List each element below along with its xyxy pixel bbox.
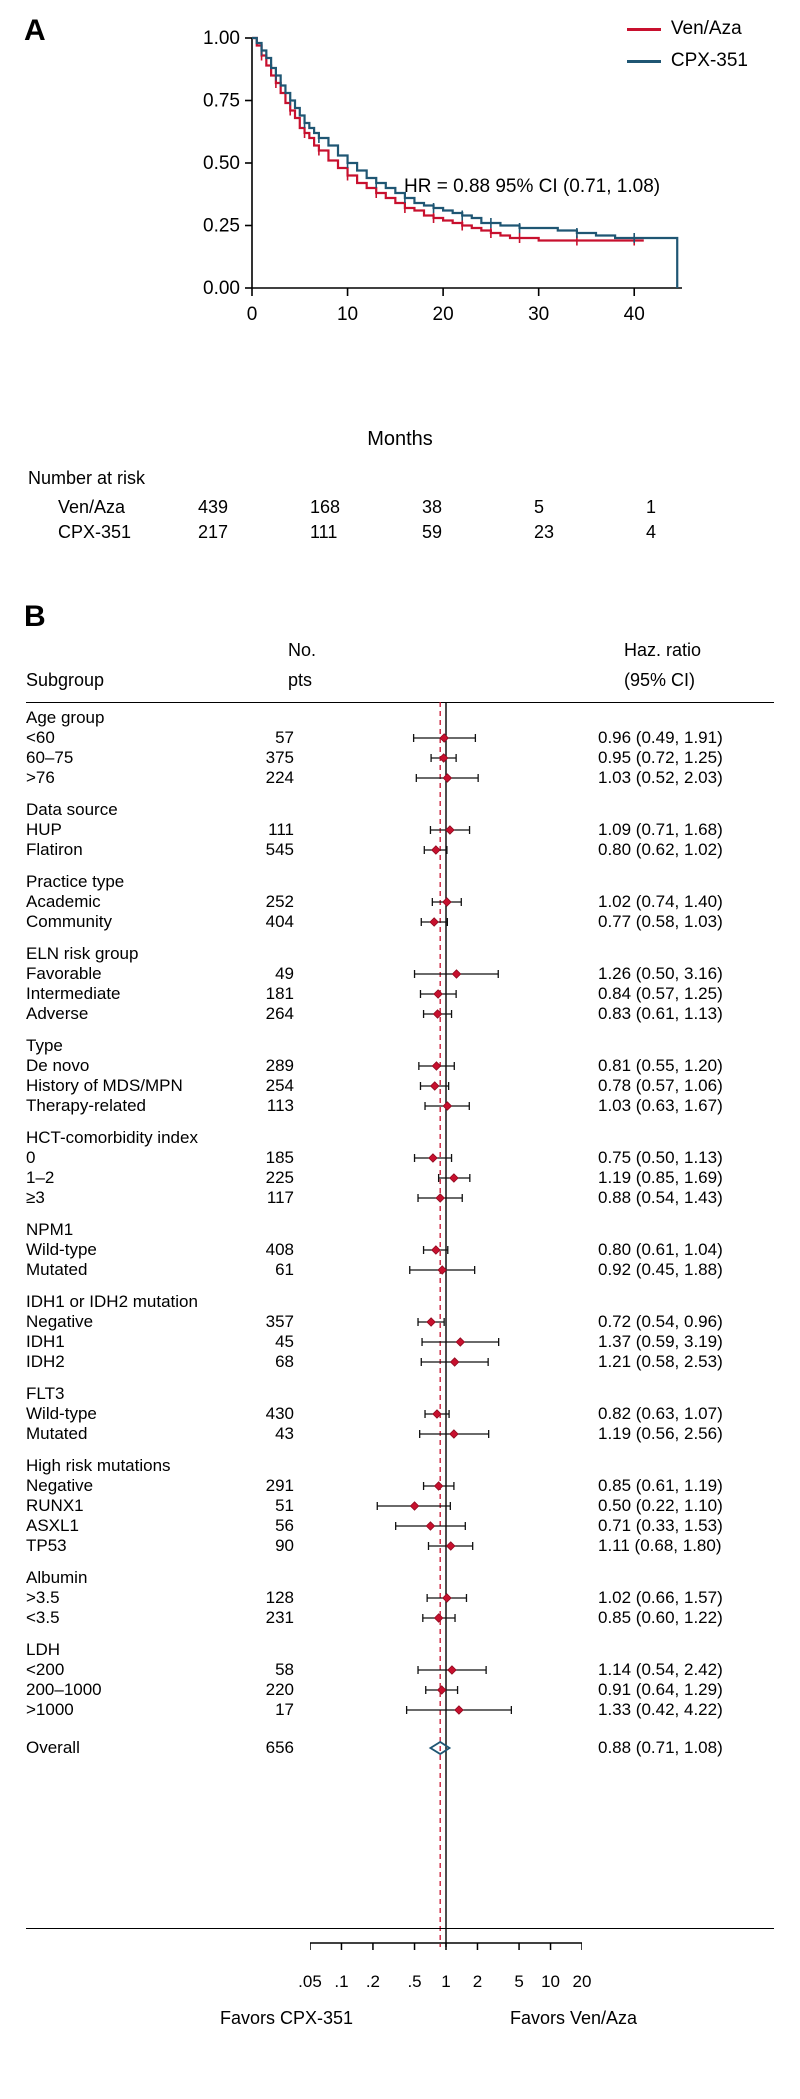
forest-axis-tick: .5 <box>407 1972 422 1991</box>
forest-row-marker <box>310 1660 582 1680</box>
forest-row-label: 200–1000 <box>26 1680 102 1699</box>
forest-row-n: 220 <box>265 1680 294 1699</box>
forest-row <box>0 912 800 932</box>
risk-row-value: 23 <box>534 522 555 542</box>
forest-axis-tick: 10 <box>541 1972 560 1991</box>
forest-row-hr-text: 0.50 (0.22, 1.10) <box>598 1496 723 1515</box>
forest-row <box>0 1700 800 1720</box>
forest-row-hr-text: 1.33 (0.42, 4.22) <box>598 1700 723 1719</box>
forest-group-heading <box>0 708 800 728</box>
forest-row-hr-text: 0.91 (0.64, 1.29) <box>598 1680 723 1699</box>
svg-text:0: 0 <box>246 304 258 325</box>
forest-overall-row <box>0 1738 800 1758</box>
forest-row-label: 1–2 <box>26 1168 55 1187</box>
forest-row-marker <box>310 1004 582 1024</box>
forest-row-label: >1000 <box>26 1700 74 1719</box>
forest-row-hr-text: 0.82 (0.63, 1.07) <box>598 1404 723 1423</box>
forest-row-n: 254 <box>265 1076 294 1095</box>
forest-row-label: Academic <box>26 892 101 911</box>
forest-row-label: Therapy-related <box>26 1096 147 1115</box>
forest-row-label: Adverse <box>26 1004 89 1023</box>
svg-text:0.75: 0.75 <box>203 90 240 112</box>
forest-axis-tick: 1 <box>441 1972 451 1991</box>
forest-row-marker <box>310 1312 582 1332</box>
forest-row-hr-text: 1.26 (0.50, 3.16) <box>598 964 723 983</box>
forest-row <box>0 1608 800 1628</box>
forest-row-hr-text: 0.80 (0.62, 1.02) <box>598 840 723 859</box>
forest-row-n: 45 <box>275 1332 294 1351</box>
header-subgroup: Subgroup <box>26 670 105 690</box>
forest-row-marker <box>310 1056 582 1076</box>
forest-group-heading <box>0 1568 800 1588</box>
forest-row <box>0 840 800 860</box>
forest-row-label: <60 <box>26 728 55 747</box>
forest-row-marker <box>310 1352 582 1372</box>
risk-row-value: 1 <box>646 497 657 517</box>
forest-row <box>0 748 800 768</box>
forest-row-hr-text: 0.78 (0.57, 1.06) <box>598 1076 723 1095</box>
forest-group-label: High risk mutations <box>26 1456 171 1475</box>
forest-row-hr-text: 0.85 (0.61, 1.19) <box>598 1476 723 1495</box>
forest-row-label: RUNX1 <box>26 1496 84 1515</box>
forest-header <box>26 640 774 696</box>
forest-group-label: HCT-comorbidity index <box>26 1128 198 1147</box>
forest-row-label: <3.5 <box>26 1608 60 1627</box>
forest-row-spacer <box>0 1116 800 1128</box>
svg-text:0.25: 0.25 <box>203 215 240 237</box>
forest-row-marker <box>310 1096 582 1116</box>
forest-axis-tick: 5 <box>514 1972 524 1991</box>
forest-group-heading <box>0 872 800 892</box>
forest-row-marker <box>310 892 582 912</box>
forest-axis-tick: 2 <box>472 1972 483 1991</box>
forest-row-marker <box>310 1588 582 1608</box>
forest-group-label: ELN risk group <box>26 944 139 963</box>
forest-row <box>0 964 800 984</box>
forest-row-hr-text: 0.83 (0.61, 1.13) <box>598 1004 723 1023</box>
forest-row-n: 291 <box>265 1476 294 1495</box>
svg-text:1.00: 1.00 <box>203 30 240 49</box>
forest-row-hr-text: 0.75 (0.50, 1.13) <box>598 1148 723 1167</box>
risk-row-value: 38 <box>422 497 443 517</box>
forest-row <box>0 1332 800 1352</box>
panel-b-forest-plot <box>0 590 800 2099</box>
forest-group-heading <box>0 1220 800 1240</box>
forest-group-label: IDH1 or IDH2 mutation <box>26 1292 198 1311</box>
forest-row <box>0 1056 800 1076</box>
forest-row-hr-text: 1.21 (0.58, 2.53) <box>598 1352 723 1371</box>
risk-table <box>28 495 758 545</box>
forest-row <box>0 1660 800 1680</box>
forest-group-label: NPM1 <box>26 1220 74 1239</box>
forest-group-label: LDH <box>26 1640 61 1659</box>
forest-row <box>0 1516 800 1536</box>
forest-row-marker <box>310 768 582 788</box>
forest-row-marker <box>310 728 582 748</box>
forest-group-label: Albumin <box>26 1568 88 1587</box>
forest-row-marker <box>310 912 582 932</box>
forest-row-hr-text: 0.80 (0.61, 1.04) <box>598 1240 723 1259</box>
km-x-axis-title: Months <box>367 428 433 450</box>
forest-row-hr-text: 1.19 (0.85, 1.69) <box>598 1168 723 1187</box>
forest-row-label: Negative <box>26 1312 94 1331</box>
header-haz-ratio: Haz. ratio <box>624 640 702 660</box>
svg-text:30: 30 <box>528 304 550 325</box>
forest-row-hr-text: 1.14 (0.54, 2.42) <box>598 1660 723 1679</box>
forest-row-spacer <box>0 1372 800 1384</box>
forest-header-rule <box>26 702 774 703</box>
header-ci: (95% CI) <box>624 670 696 690</box>
forest-bottom-rule <box>26 1928 774 1929</box>
forest-row-spacer <box>0 1628 800 1640</box>
forest-row-spacer <box>0 1444 800 1456</box>
forest-row-label: Intermediate <box>26 984 121 1003</box>
forest-row-hr-text: 0.72 (0.54, 0.96) <box>598 1312 723 1331</box>
forest-row <box>0 1352 800 1372</box>
risk-row <box>28 495 758 520</box>
forest-row-marker <box>310 1496 582 1516</box>
forest-row <box>0 892 800 912</box>
forest-row-n: 58 <box>275 1660 294 1679</box>
forest-row-hr-text: 1.09 (0.71, 1.68) <box>598 820 723 839</box>
header-no: No. <box>288 640 317 660</box>
forest-row-n: 68 <box>275 1352 294 1371</box>
forest-row <box>0 1312 800 1332</box>
forest-row-label: Mutated <box>26 1260 88 1279</box>
forest-row-marker <box>310 964 582 984</box>
forest-row-n: 51 <box>275 1496 294 1515</box>
forest-row-n: 408 <box>265 1240 294 1259</box>
forest-row <box>0 1260 800 1280</box>
forest-group-heading <box>0 1292 800 1312</box>
risk-row-value: 59 <box>422 522 443 542</box>
forest-axis-tick: .2 <box>365 1972 381 1991</box>
forest-row-n: 61 <box>275 1260 294 1279</box>
forest-row-marker <box>310 984 582 1004</box>
forest-row <box>0 1240 800 1260</box>
forest-row-label: Wild-type <box>26 1240 97 1259</box>
numbers-at-risk-title: Number at risk <box>28 468 146 488</box>
legend-label-cpx351: CPX-351 <box>670 50 748 71</box>
risk-row-value: 439 <box>198 497 229 517</box>
panel-a-label: A <box>24 14 46 47</box>
forest-row-n: 185 <box>265 1148 294 1167</box>
forest-group-heading <box>0 1384 800 1404</box>
forest-row-hr-text: 1.19 (0.56, 2.56) <box>598 1424 723 1443</box>
km-survival-curves <box>190 30 690 370</box>
forest-row-marker <box>310 1188 582 1208</box>
forest-row-n: 56 <box>275 1516 294 1535</box>
forest-row-marker <box>310 840 582 860</box>
forest-row-n: 111 <box>268 820 294 839</box>
forest-row-marker <box>310 1404 582 1424</box>
forest-row <box>0 1404 800 1424</box>
risk-row-value: 217 <box>198 522 229 542</box>
forest-row <box>0 728 800 748</box>
forest-row-marker <box>310 1332 582 1352</box>
forest-group-heading <box>0 1640 800 1660</box>
forest-row-label: >76 <box>26 768 55 787</box>
forest-row-n: 545 <box>265 840 294 859</box>
forest-row-hr-text: 0.92 (0.45, 1.88) <box>598 1260 723 1279</box>
forest-row-n: 49 <box>275 964 294 983</box>
forest-row-hr-text: 0.71 (0.33, 1.53) <box>598 1516 723 1535</box>
forest-row <box>0 768 800 788</box>
forest-row-marker <box>310 1076 582 1096</box>
forest-row-n: 289 <box>265 1056 294 1075</box>
risk-row-value: 111 <box>310 522 338 542</box>
forest-row-label: Wild-type <box>26 1404 97 1423</box>
forest-row-spacer <box>0 1280 800 1292</box>
forest-row-marker <box>310 1608 582 1628</box>
risk-row-value: 5 <box>534 497 545 517</box>
forest-row-n: 113 <box>266 1096 294 1115</box>
forest-row-hr-text: 0.96 (0.49, 1.91) <box>598 728 723 747</box>
forest-row <box>0 1168 800 1188</box>
forest-row-hr-text: 1.37 (0.59, 3.19) <box>598 1332 723 1351</box>
panel-a-kaplan-meier <box>0 0 800 580</box>
forest-row-n: 225 <box>265 1168 294 1187</box>
forest-row-label: Negative <box>26 1476 94 1495</box>
forest-row <box>0 1536 800 1556</box>
forest-row <box>0 1496 800 1516</box>
forest-row-marker <box>310 1476 582 1496</box>
forest-row-marker <box>310 1536 582 1556</box>
forest-row-n: 231 <box>265 1608 294 1627</box>
forest-row-n: 181 <box>265 984 294 1003</box>
forest-row-n: 128 <box>265 1588 294 1607</box>
forest-rows <box>0 708 800 1758</box>
forest-axis-tick-labels <box>260 1972 640 1996</box>
panel-b-label: B <box>24 600 46 633</box>
forest-group-label: Practice type <box>26 872 125 891</box>
legend-label-venaza: Ven/Aza <box>670 18 742 39</box>
forest-row-label: Community <box>26 912 112 931</box>
risk-row-label: CPX-351 <box>58 522 132 542</box>
km-plot-area <box>190 30 690 370</box>
forest-axis-tick: .1 <box>334 1972 349 1991</box>
favors-right-label: Favors Ven/Aza <box>510 2008 638 2028</box>
svg-text:0.50: 0.50 <box>203 153 240 174</box>
forest-row-hr-text: 0.95 (0.72, 1.25) <box>598 748 723 767</box>
forest-row <box>0 1188 800 1208</box>
svg-text:10: 10 <box>336 304 359 325</box>
risk-row <box>28 520 758 545</box>
forest-row-spacer <box>0 1556 800 1568</box>
forest-row-marker <box>310 1168 582 1188</box>
forest-overall-diamond <box>310 1738 582 1758</box>
forest-row-label: IDH1 <box>26 1332 65 1351</box>
forest-group-label: Type <box>26 1036 63 1055</box>
forest-row-n: 375 <box>265 748 294 767</box>
svg-text:20: 20 <box>432 304 454 325</box>
forest-row-n: 17 <box>275 1700 294 1719</box>
forest-row-label: IDH2 <box>26 1352 65 1371</box>
forest-group-label: Age group <box>26 708 105 727</box>
forest-row <box>0 1588 800 1608</box>
forest-favors-labels <box>180 2008 740 2032</box>
forest-row-label: >3.5 <box>26 1588 60 1607</box>
forest-row <box>0 984 800 1004</box>
forest-row-hr-text: 1.03 (0.63, 1.67) <box>598 1096 723 1115</box>
forest-row-marker <box>310 1148 582 1168</box>
forest-overall-hr-text: 0.88 (0.71, 1.08) <box>598 1738 723 1757</box>
favors-left-label: Favors CPX-351 <box>220 2008 354 2028</box>
risk-row-value: 4 <box>646 522 657 542</box>
forest-row-spacer <box>0 1024 800 1036</box>
forest-row-marker <box>310 1680 582 1700</box>
forest-row-hr-text: 1.02 (0.66, 1.57) <box>598 1588 723 1607</box>
forest-group-label: FLT3 <box>26 1384 65 1403</box>
forest-row-hr-text: 1.03 (0.52, 2.03) <box>598 768 723 787</box>
forest-row-spacer <box>0 1208 800 1220</box>
forest-row-marker <box>310 748 582 768</box>
forest-row <box>0 1476 800 1496</box>
forest-row-label: History of MDS/MPN <box>26 1076 183 1095</box>
forest-row-hr-text: 0.85 (0.60, 1.22) <box>598 1608 723 1627</box>
forest-row-spacer <box>0 860 800 872</box>
header-pts: pts <box>288 670 313 690</box>
forest-row-hr-text: 0.77 (0.58, 1.03) <box>598 912 723 931</box>
forest-row-spacer <box>0 932 800 944</box>
forest-row-marker <box>310 1260 582 1280</box>
forest-group-heading <box>0 800 800 820</box>
forest-row-label: TP53 <box>26 1536 67 1555</box>
svg-text:0.00: 0.00 <box>203 278 240 299</box>
forest-row-n: 90 <box>275 1536 294 1555</box>
forest-group-heading <box>0 944 800 964</box>
forest-row-label: Mutated <box>26 1424 88 1443</box>
forest-row-marker <box>310 1240 582 1260</box>
forest-row <box>0 1148 800 1168</box>
forest-group-heading <box>0 1456 800 1476</box>
forest-row-label: <200 <box>26 1660 65 1679</box>
forest-row-label: Flatiron <box>26 840 83 859</box>
forest-row-marker <box>310 1700 582 1720</box>
forest-row-n: 430 <box>265 1404 294 1423</box>
forest-row <box>0 1004 800 1024</box>
forest-row-n: 43 <box>275 1424 294 1443</box>
forest-row-spacer <box>0 788 800 800</box>
forest-row-hr-text: 0.84 (0.57, 1.25) <box>598 984 723 1003</box>
forest-row-hr-text: 1.02 (0.74, 1.40) <box>598 892 723 911</box>
forest-row-label: ≥3 <box>26 1188 45 1207</box>
forest-row <box>0 1096 800 1116</box>
forest-row-n: 57 <box>275 728 294 747</box>
forest-group-heading <box>0 1128 800 1148</box>
forest-row-n: 357 <box>265 1312 294 1331</box>
forest-row-n: 224 <box>265 768 294 787</box>
forest-row <box>0 1424 800 1444</box>
forest-axis-tick: 20 <box>572 1972 592 1991</box>
risk-row-value: 168 <box>310 497 341 517</box>
forest-row-label: 60–75 <box>26 748 74 767</box>
forest-row-n: 117 <box>266 1188 294 1207</box>
forest-row-hr-text: 0.88 (0.54, 1.43) <box>598 1188 723 1207</box>
forest-row-n: 264 <box>265 1004 294 1023</box>
forest-row-n: 404 <box>265 912 294 931</box>
forest-row-label: HUP <box>26 820 62 839</box>
forest-row-label: De novo <box>26 1056 90 1075</box>
km-hr-annotation: HR = 0.88 95% CI (0.71, 1.08) <box>404 176 661 197</box>
forest-overall-label: Overall <box>26 1738 80 1757</box>
forest-row <box>0 1680 800 1700</box>
forest-row <box>0 1076 800 1096</box>
forest-row <box>0 820 800 840</box>
forest-row-label: Favorable <box>26 964 102 983</box>
forest-row-label: ASXL1 <box>26 1516 79 1535</box>
forest-row-label: 0 <box>26 1148 36 1167</box>
forest-overall-n: 656 <box>265 1738 294 1757</box>
forest-group-label: Data source <box>26 800 118 819</box>
forest-axis-tick: .05 <box>298 1972 322 1991</box>
svg-text:40: 40 <box>623 304 645 325</box>
forest-row-hr-text: 0.81 (0.55, 1.20) <box>598 1056 723 1075</box>
forest-row-marker <box>310 1516 582 1536</box>
numbers-at-risk-table <box>28 468 768 545</box>
forest-row-marker <box>310 1424 582 1444</box>
forest-row-n: 252 <box>265 892 294 911</box>
forest-row-marker <box>310 820 582 840</box>
forest-row-hr-text: 1.11 (0.68, 1.80) <box>598 1536 722 1555</box>
risk-row-label: Ven/Aza <box>58 497 126 517</box>
forest-group-heading <box>0 1036 800 1056</box>
